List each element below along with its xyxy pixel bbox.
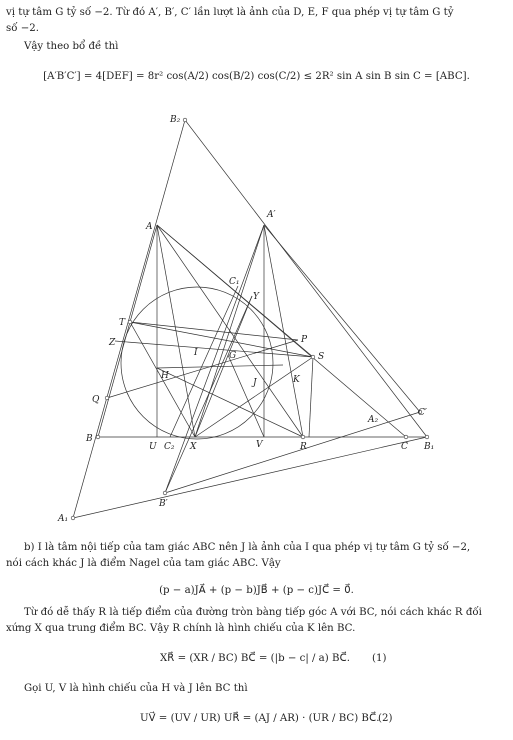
- label-Q: Q: [92, 395, 100, 405]
- text-line: Gọi U, V là hình chiếu của H và J lên BC thì: [24, 683, 248, 694]
- label-C-prime: C′: [418, 408, 427, 418]
- label-H: H: [161, 371, 169, 381]
- label-B-prime: B′: [159, 499, 168, 509]
- label-J: J: [253, 378, 257, 388]
- equation-nagel: (p − a)JA⃗ + (p − b)JB⃗ + (p − c)JC⃗ = 0⃗.: [159, 585, 354, 596]
- equation-2: UV⃗ = (UV / UR) UR⃗ = (AJ / AR) · (UR / BC) BC⃗.: [140, 713, 380, 724]
- label-C2: C₂: [164, 442, 175, 452]
- text-line: số −2.: [6, 23, 39, 34]
- equation-area-comparison: [A′B′C′] = 4[DEF] = 8r² cos(A/2) cos(B/2) cos(C/2) ≤ 2R² sin A sin B sin C = [ABC].: [43, 71, 470, 82]
- label-I: I: [194, 348, 198, 358]
- figure-lines: [73, 120, 427, 518]
- label-C: C: [401, 442, 408, 452]
- label-G: G: [229, 351, 237, 361]
- label-P: P: [301, 335, 308, 345]
- label-S: S: [318, 352, 325, 362]
- text-line: b) I là tâm nội tiếp của tam giác ABC nên J là ảnh của I qua phép vị tự tâm G tỷ số −2,: [24, 542, 471, 553]
- label-A-prime: A′: [267, 210, 276, 220]
- label-Z: Z: [109, 338, 116, 348]
- label-T: T: [119, 318, 126, 328]
- label-A2: A₂: [368, 415, 379, 425]
- label-B: B: [86, 434, 93, 444]
- label-K: K: [293, 375, 300, 385]
- label-V: V: [256, 440, 263, 450]
- text-line: nói cách khác J là điểm Nagel của tam giác ABC. Vậy: [6, 558, 281, 569]
- equation-number-2: (2): [378, 713, 393, 724]
- equation-1: XR⃗ = (XR / BC) BC⃗ = (|b − c| / a) BC⃗.: [160, 653, 350, 664]
- label-Y: Y: [253, 292, 259, 302]
- text-line: Từ đó dễ thấy R là tiếp điểm của đường tròn bàng tiếp góc A với BC, nói cách khác R đối: [24, 607, 482, 618]
- label-A1: A₁: [58, 514, 69, 524]
- equation-number-1: (1): [372, 653, 387, 664]
- label-C1: C₁: [229, 277, 240, 287]
- label-X: X: [190, 442, 197, 452]
- text-line: xứng X qua trung điểm BC. Vậy R chính là hình chiếu của K lên BC.: [6, 623, 356, 634]
- label-U: U: [149, 442, 157, 452]
- label-A: A: [146, 222, 153, 232]
- text-line: Vậy theo bổ đề thì: [24, 41, 119, 52]
- label-B2: B₂: [170, 115, 181, 125]
- label-R: R: [300, 442, 307, 452]
- label-B1: B₁: [424, 442, 435, 452]
- text-line: vị tự tâm G tỷ số −2. Từ đó A′, B′, C′ lần lượt là ảnh của D, E, F qua phép vị tự tâm G tỷ: [6, 7, 454, 18]
